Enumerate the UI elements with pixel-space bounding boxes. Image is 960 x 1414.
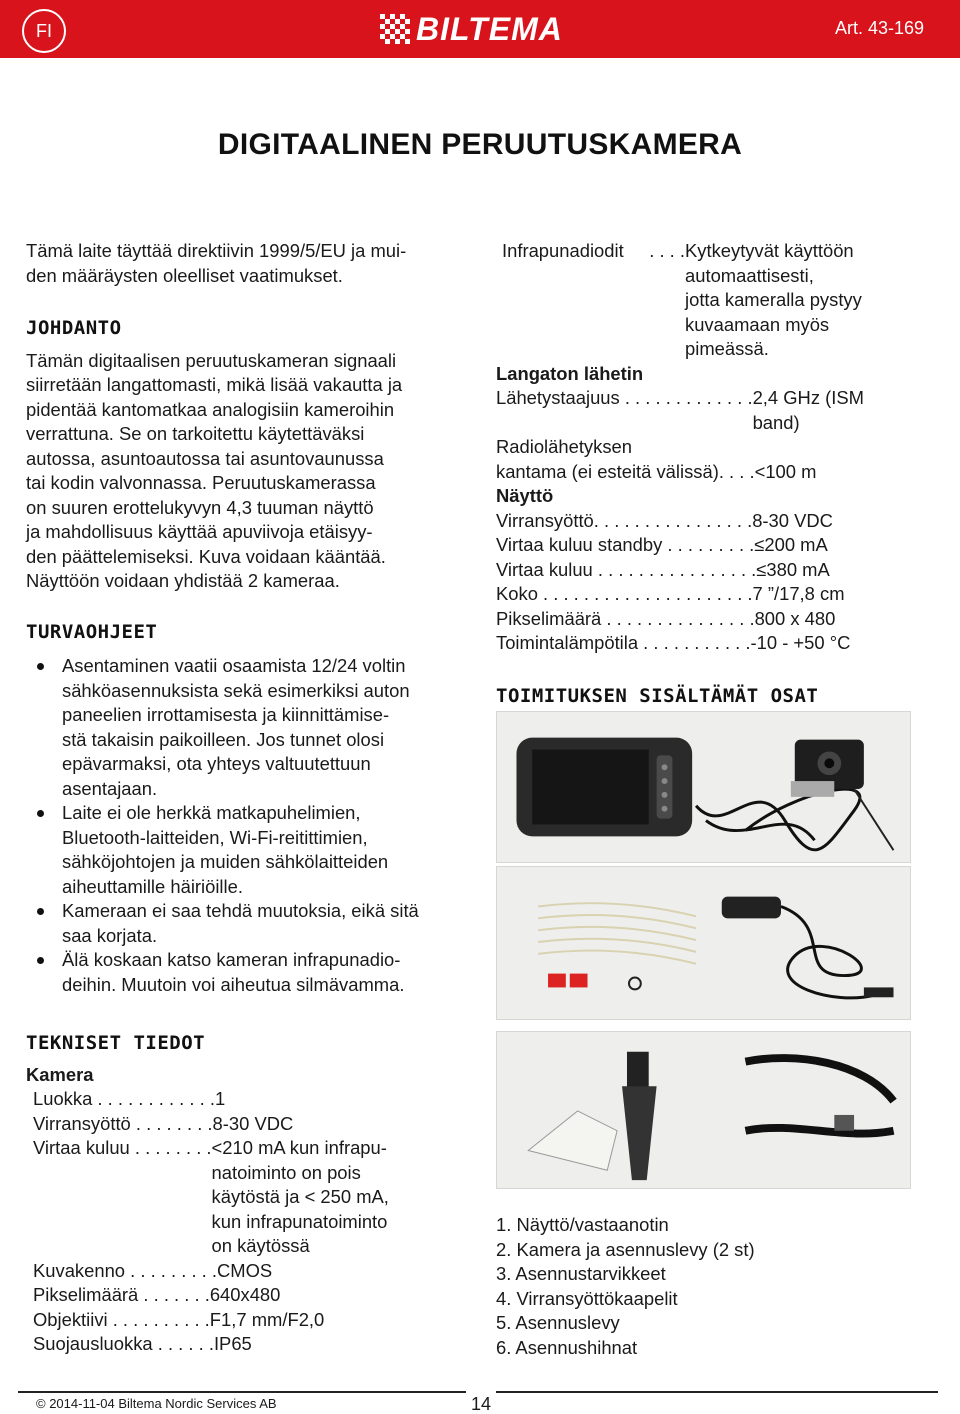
spec-label: Luokka . . . . . . . . . . . .: [33, 1088, 215, 1109]
list-item: [62, 801, 471, 899]
section-heading-johdanto: JOHDANTO: [26, 317, 122, 339]
text-line: asentajaan.: [62, 777, 158, 799]
spec-value: 800 x 480: [754, 607, 836, 629]
spec-row: [496, 533, 936, 558]
subheading-langaton: Langaton lähetin: [496, 362, 644, 384]
safety-list: [26, 654, 471, 997]
text-line: sähköasennuksista sekä esimerkiksi auton: [62, 679, 410, 701]
text-line: Laite ei ole herkkä matkapuhelimien,: [62, 802, 361, 823]
checkered-flag-icon: [380, 14, 410, 44]
contents-list: [496, 1213, 755, 1360]
section-heading-toimitus: TOIMITUKSEN SISÄLTÄMÄT OSAT: [496, 684, 819, 707]
text-line: Radiolähetyksen: [496, 436, 632, 457]
left-column: [26, 239, 471, 1357]
spec-value: 1: [214, 1088, 226, 1109]
spec-value: 8-30 VDC: [212, 1112, 294, 1134]
spec-value: CMOS: [217, 1259, 273, 1281]
spec-row: [33, 1087, 471, 1112]
spec-label: Infrapunadiodit . . . .: [502, 240, 685, 261]
text-line: den päättelemiseksi. Kuva voidaan kääntää.: [26, 545, 386, 567]
photo-monitor-and-camera: [496, 711, 911, 863]
article-number: Art. 43-169: [834, 18, 924, 38]
spec-label: Objektiivi . . . . . . . . . .: [33, 1308, 210, 1330]
spec-label: Pikselimäärä . . . . . . .: [33, 1284, 210, 1305]
text-line: Älä koskaan katso kameran infrapunadio-: [62, 949, 401, 970]
spec-value: 7 ”/17,8 cm: [752, 583, 845, 604]
text-line: ja mahdollisuus käyttää apuviivoja etäisyy-: [26, 521, 373, 542]
johdanto-text: [26, 349, 471, 594]
text-line: sähköjohtojen ja muiden sähkölaitteiden: [62, 851, 389, 872]
photo-mount-and-straps: [496, 1031, 911, 1189]
text-line: tai kodin valvonnassa. Peruutuskamerassa: [26, 472, 376, 493]
list-item: 6. Asennushihnat: [496, 1336, 638, 1358]
spec-row: [496, 607, 936, 632]
list-item: 4. Virransyöttökaapelit: [496, 1287, 678, 1309]
spec-label: kantama (ei esteitä välissä). . . .: [496, 460, 755, 482]
camera-spec-list: [26, 1087, 471, 1357]
text-line: aiheuttamille häiriöille.: [62, 875, 243, 897]
footer-copyright: © 2014-11-04 Biltema Nordic Services AB: [36, 1396, 277, 1411]
list-item: 2. Kamera ja asennuslevy (2 st): [496, 1238, 755, 1260]
list-item: 1. Näyttö/vastaanotin: [496, 1214, 669, 1235]
text-line: on suuren erottelukyvyn 4,3 tuuman näyttö: [26, 496, 374, 518]
spec-label: Virtaa kuluu standby . . . . . . . . .: [496, 534, 755, 555]
list-item: 5. Asennuslevy: [496, 1312, 620, 1333]
spec-label: Virransyöttö. . . . . . . . . . . . . . . .: [496, 509, 753, 531]
spec-row: [33, 1112, 471, 1137]
spec-label: Kuvakenno . . . . . . . . .: [33, 1259, 217, 1281]
spec-value: ≤200 mA: [754, 534, 828, 555]
text-line: paneelien irrottamisesta ja kiinnittämise-: [62, 704, 390, 725]
brand-name: BILTEMA: [416, 11, 563, 47]
mount-straps-illustration: [497, 1032, 910, 1188]
spec-value: <100 m: [754, 460, 817, 482]
text-line: epävarmaksi, ota yhteys valtuutettuun: [62, 753, 371, 774]
spec-row: [33, 1136, 471, 1259]
text-line: autossa, asuntoautossa tai asuntovaunussa: [26, 447, 384, 469]
spec-row: [496, 460, 936, 485]
spec-value: F1,7 mm/F2,0: [209, 1308, 325, 1330]
text-line: Tämän digitaalisen peruutuskameran signaali: [26, 349, 397, 371]
intro-line: Tämä laite täyttää direktiivin 1999/5/EU ja mui-: [26, 240, 407, 261]
spec-row: [33, 1259, 471, 1284]
text-line: Asentaminen vaatii osaamista 12/24 voltin: [62, 655, 406, 676]
text-line: stä takaisin paikoilleen. Jos tunnet olosi: [62, 728, 385, 750]
spec-value: Kytkeytyvät käyttöön automaattisesti, jotta kameralla pystyy kuvaamaan myös pimeässä.: [685, 240, 862, 359]
spec-label: Toimintalämpötila . . . . . . . . . . .: [496, 632, 751, 653]
spec-label: Lähetystaajuus . . . . . . . . . . . . .: [496, 387, 753, 408]
spec-value: <210 mA kun infrapu- natoiminto on pois käytöstä ja < 250 mA, kun infrapunatoiminto on käytössä: [211, 1137, 389, 1256]
list-item: [62, 654, 471, 801]
section-heading-tekniset: TEKNISET TIEDOT: [26, 1032, 206, 1054]
list-item: 3. Asennustarvikkeet: [496, 1263, 666, 1284]
section-heading-turvaohjeet: TURVAOHJEET: [26, 620, 158, 643]
spec-value: -10 - +50 °C: [750, 632, 851, 653]
intro-line: den määräysten oleelliset vaatimukset.: [26, 264, 343, 286]
spec-row: [33, 1283, 471, 1308]
subheading-naytto: Näyttö: [496, 485, 554, 506]
header-bar: [0, 0, 960, 58]
spec-value: ≤380 mA: [756, 558, 830, 580]
text-line: deihin. Muutoin voi aiheutua silmävamma.: [62, 973, 405, 995]
spec-label: Koko . . . . . . . . . . . . . . . . . . . . .: [496, 583, 753, 604]
spec-value: 8-30 VDC: [752, 509, 833, 531]
text-line: Näyttöön voidaan yhdistää 2 kameraa.: [26, 570, 340, 591]
text-line: Kameraan ei saa tehdä muutoksia, eikä sitä: [62, 900, 419, 921]
photo-accessories-and-cables: [496, 866, 911, 1020]
subheading-kamera: Kamera: [26, 1063, 94, 1085]
spec-row: [496, 582, 936, 607]
monitor-camera-illustration: [497, 712, 910, 862]
text-line: Bluetooth-laitteiden, Wi-Fi-reitittimien,: [62, 826, 368, 848]
spec-row: [496, 239, 936, 362]
spec-value: 640x480: [209, 1284, 281, 1305]
list-item: [62, 948, 471, 997]
spec-value: IP65: [213, 1333, 252, 1354]
spec-label: Virransyöttö . . . . . . . .: [33, 1112, 213, 1134]
spec-label: Pikselimäärä . . . . . . . . . . . . . . .: [496, 607, 755, 629]
spec-row: [496, 631, 936, 656]
text-line: siirretään langattomasti, mikä lisää vakautta ja: [26, 374, 403, 395]
brand-logo: [380, 12, 563, 46]
list-item: [62, 899, 471, 948]
spec-label: Suojausluokka . . . . . .: [33, 1333, 214, 1354]
page-title: DIGITAALINEN PERUUTUSKAMERA: [217, 128, 743, 161]
spec-row: [33, 1308, 471, 1333]
spec-label: Virtaa kuluu . . . . . . . .: [33, 1137, 212, 1158]
spec-row: [496, 509, 936, 534]
spec-row: [496, 558, 936, 583]
text-line: pidentää kantomatkaa analogisiin kameroihin: [26, 398, 395, 420]
spec-value: 2,4 GHz (ISM band): [752, 387, 864, 433]
text-line: verrattuna. Se on tarkoitettu käytettäväksi: [26, 423, 365, 444]
accessories-illustration: [497, 867, 910, 1019]
spec-row: [33, 1332, 471, 1357]
spec-label: Virtaa kuluu . . . . . . . . . . . . . . . .: [496, 558, 757, 580]
text-line: saa korjata.: [62, 924, 158, 946]
page-number: 14: [466, 1391, 496, 1414]
right-column: [496, 239, 936, 708]
spec-row: [496, 386, 936, 435]
language-badge: FI: [22, 9, 66, 53]
